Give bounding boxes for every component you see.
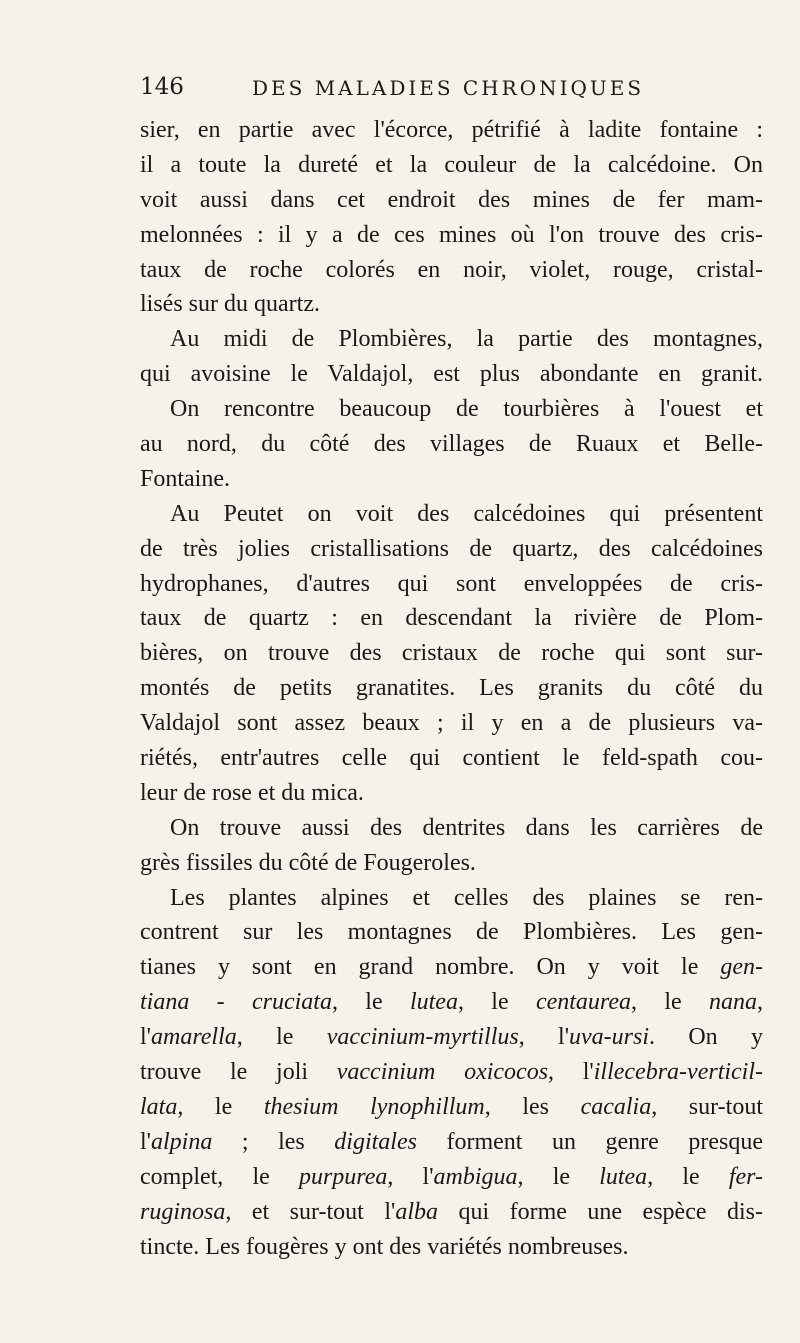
text-line [140, 950, 763, 985]
text-segment: , l' [387, 1163, 434, 1190]
italic-term: tiana - cruciata [140, 989, 332, 1016]
text-segment: , sur-tout [651, 1093, 763, 1120]
text-line [140, 1160, 763, 1195]
text-line [140, 532, 763, 567]
text-segment: taux de quartz : en descendant la rivière de Plom- [140, 605, 763, 632]
text-segment: Au midi de Plombières, la partie des montagnes, [170, 326, 763, 353]
italic-term: illecebra-verticil- [593, 1059, 764, 1086]
text-line [140, 1020, 763, 1055]
text-segment: , [757, 989, 763, 1016]
text-segment: bières, on trouve des cristaux de roche qui sont sur- [140, 640, 763, 667]
text-segment: grès fissiles du côté de Fougeroles. [140, 849, 476, 876]
italic-term: thesium lynophillum [263, 1093, 485, 1120]
text-line [140, 846, 763, 881]
text-line [140, 392, 763, 427]
text-segment: , le [236, 1024, 327, 1051]
text-segment: trouve le joli [140, 1059, 337, 1086]
text-segment: forment un genre presque [416, 1128, 764, 1155]
text-segment: tianes y sont en grand nombre. On y voit le [140, 954, 721, 981]
running-head: DES MALADIES CHRONIQUES [252, 76, 645, 100]
italic-term: lutea [409, 989, 458, 1016]
text-line [140, 1055, 763, 1090]
text-line [140, 567, 763, 602]
text-segment: , le [647, 1163, 729, 1190]
italic-term: lata [140, 1093, 178, 1120]
text-line [140, 148, 763, 183]
italic-term: fer- [728, 1163, 763, 1190]
text-segment: , le [517, 1163, 600, 1190]
text-line [140, 1195, 763, 1230]
text-segment: hydrophanes, d'autres qui sont enveloppées de cris- [140, 570, 763, 597]
text-segment: au nord, du côté des villages de Ruaux et Belle- [140, 431, 763, 458]
text-line [140, 671, 763, 706]
text-line [140, 636, 763, 671]
text-segment: montés de petits granatites. Les granits du côté du [140, 675, 763, 702]
page-number: 146 [140, 74, 184, 100]
text-segment: taux de roche colorés en noir, violet, rouge, cristal- [140, 256, 763, 283]
text-segment: Au Peutet on voit des calcédoines qui présentent [170, 500, 763, 527]
text-line [140, 1090, 763, 1125]
text-segment: , le [631, 989, 709, 1016]
text-segment: sier, en partie avec l'écorce, pétrifié à ladite fontaine : [140, 117, 763, 143]
text-line [140, 462, 763, 497]
body-text [140, 113, 763, 1264]
text-segment: On rencontre beaucoup de tourbières à l'ouest et [170, 396, 763, 423]
text-segment: ; les [212, 1128, 335, 1155]
italic-term: nana [709, 989, 757, 1016]
text-segment: , le [457, 989, 536, 1016]
text-segment: voit aussi dans cet endroit des mines de fer mam- [140, 186, 763, 213]
italic-term: alpina [151, 1128, 213, 1155]
italic-term: alba [395, 1198, 438, 1225]
text-line [140, 253, 763, 288]
text-segment: l' [140, 1128, 151, 1155]
text-segment: l' [140, 1024, 151, 1051]
text-line [140, 601, 763, 636]
text-segment: , et sur-tout l' [225, 1198, 396, 1225]
italic-term: gen- [720, 954, 763, 981]
text-segment: On trouve aussi des dentrites dans les carrières de [170, 814, 763, 841]
italic-term: uva-ursi [569, 1024, 650, 1051]
text-segment: qui avoisine le Valdajol, est plus abondante en granit. [140, 361, 763, 388]
text-line [140, 776, 763, 811]
text-line [140, 811, 763, 846]
text-segment: . On y [649, 1024, 763, 1051]
text-segment: , les [484, 1093, 581, 1120]
text-segment: complet, le [140, 1163, 299, 1190]
text-segment: , le [177, 1093, 264, 1120]
text-line [140, 218, 763, 253]
text-line [140, 881, 763, 916]
text-line [140, 1125, 763, 1160]
text-segment: Valdajol sont assez beaux ; il y en a de plusieurs va- [140, 710, 763, 737]
text-segment: melonnées : il y a de ces mines où l'on trouve des cris- [140, 221, 763, 248]
italic-term: purpurea [298, 1163, 388, 1190]
text-segment: leur de rose et du mica. [140, 779, 364, 806]
text-line [140, 183, 763, 218]
text-segment: qui forme une espèce dis- [437, 1198, 763, 1225]
text-line [140, 322, 763, 357]
italic-term: ambigua [433, 1163, 518, 1190]
text-segment: riétés, entr'autres celle qui contient le feld-spath cou- [140, 745, 763, 772]
italic-term: lutea [599, 1163, 648, 1190]
page-header [140, 72, 760, 112]
italic-term: cacalia [580, 1093, 652, 1120]
text-segment: de très jolies cristallisations de quartz, des calcédoines [140, 535, 763, 562]
italic-term: vaccinium oxicocos [336, 1059, 549, 1086]
text-line [140, 1230, 763, 1265]
text-segment: il a toute la dureté et la couleur de la calcédoine. On [140, 151, 763, 178]
text-segment: Fontaine. [140, 465, 230, 492]
text-segment: Les plantes alpines et celles des plaines se ren- [170, 884, 763, 911]
text-segment: lisés sur du quartz. [140, 291, 320, 318]
italic-term: ruginosa [140, 1198, 226, 1225]
text-segment: , l' [518, 1024, 570, 1051]
text-segment: contrent sur les montagnes de Plombières. Les gen- [140, 919, 763, 946]
italic-term: amarella [151, 1024, 237, 1051]
text-line [140, 357, 763, 392]
italic-term: centaurea [535, 989, 632, 1016]
text-line [140, 915, 763, 950]
text-line [140, 741, 763, 776]
italic-term: digitales [334, 1128, 417, 1155]
text-line [140, 706, 763, 741]
text-line [140, 497, 763, 532]
text-line [140, 113, 763, 148]
text-line [140, 985, 763, 1020]
text-segment: , le [331, 989, 410, 1016]
text-line [140, 287, 763, 322]
italic-term: vaccinium-myrtillus [326, 1024, 519, 1051]
text-line [140, 427, 763, 462]
text-segment: , l' [548, 1059, 594, 1086]
text-segment: tincte. Les fougères y ont des variétés nombreuses. [140, 1233, 629, 1260]
